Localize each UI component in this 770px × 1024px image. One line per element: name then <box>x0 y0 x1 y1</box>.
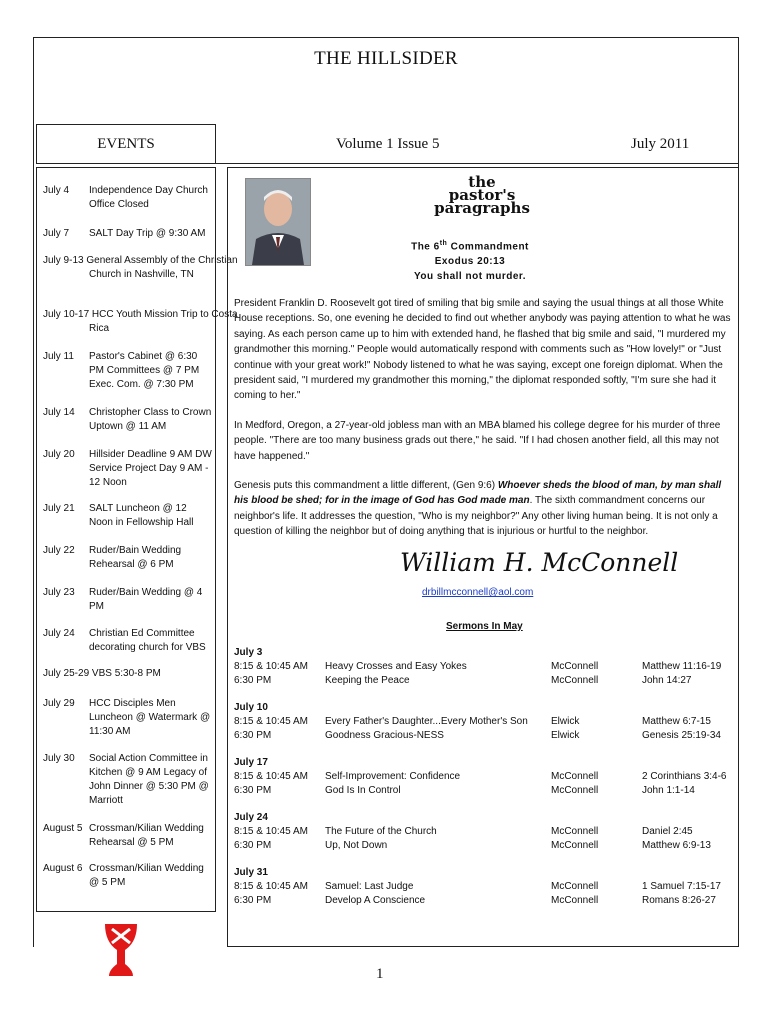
sermon-title: Samuel: Last Judge <box>325 881 414 892</box>
sermon-scripture: Matthew 6:9-13 <box>642 840 711 851</box>
event-description: July 9-13 General Assembly of the Christian Church in Nashville, TN <box>43 255 238 280</box>
event-description: Crossman/Kilian Wedding @ 5 PM <box>89 863 204 888</box>
sermon-preacher: McConnell <box>551 675 599 686</box>
pastor-email-link[interactable]: drbillmcconnell@aol.com <box>422 587 534 598</box>
sermon-date: July 17 <box>234 757 268 768</box>
sermon-title: Goodness Gracious-NESS <box>325 730 444 741</box>
sermon-title: Heavy Crosses and Easy Yokes <box>325 661 467 672</box>
event-description: Crossman/Kilian Wedding Rehearsal @ 5 PM <box>89 823 204 848</box>
sermon-preacher: McConnell <box>551 881 599 892</box>
sermon-preacher: McConnell <box>551 771 599 782</box>
event-description: Ruder/Bain Wedding Rehearsal @ 6 PM <box>89 545 182 570</box>
sermon-time: 8:15 & 10:45 AM <box>234 661 308 672</box>
event-date: July 23 <box>43 587 75 598</box>
event-date: July 29 <box>43 698 75 709</box>
sermon-date: July 24 <box>234 812 268 823</box>
event-date: July 14 <box>43 407 75 418</box>
sermon-preacher: McConnell <box>551 661 599 672</box>
article-paragraph: In Medford, Oregon, a 27-year-old jobless man with an MBA blamed his college degree for his murder of three people. "There are too many business grads out there," he said. "If I had chosen another field, all this may not have happened." <box>234 420 721 462</box>
scripture-reference: Exodus 20:13 <box>434 256 506 268</box>
event-date: July 11 <box>43 351 74 362</box>
event-description: Christopher Class to Crown Uptown @ 11 AM <box>89 407 212 432</box>
sermon-preacher: Elwick <box>551 716 580 727</box>
event-description: July 25-29 VBS 5:30-8 PM <box>43 668 161 679</box>
sermon-time: 6:30 PM <box>234 840 272 851</box>
event-date: July 7 <box>43 228 70 239</box>
sermon-title: Self-Improvement: Confidence <box>325 771 461 782</box>
event-description: Pastor's Cabinet @ 6:30 PM Committees @ 7 PM Exec. Com. @ 7:30 PM <box>89 351 200 390</box>
issue-date: July 2011 <box>631 136 690 152</box>
article-paragraph: Genesis puts this commandment a little different, (Gen 9:6) Whoever sheds the blood of man, by man shall his blood be shed; for in the image of God has God made man. The sixth commandment concerns our neighbor's life. It addresses the question, "Who is my neighbor?" Any other living human being. It is not only a question of killing the neighbor but of doing anything that is injurious or hurtful to the neighbor. <box>234 480 722 538</box>
event-description: Ruder/Bain Wedding @ 4 PM <box>89 587 203 612</box>
sermon-title: The Future of the Church <box>325 826 437 837</box>
sermon-preacher: McConnell <box>551 826 599 837</box>
event-description: Christian Ed Committee decorating church for VBS <box>89 628 206 653</box>
event-date: July 4 <box>43 185 70 196</box>
sermon-scripture: Romans 8:26-27 <box>642 895 716 906</box>
sermon-scripture: John 1:1-14 <box>642 785 695 796</box>
event-description: Independence Day Church Office Closed <box>89 185 208 210</box>
event-description: Hillsider Deadline 9 AM DW Service Project Day 9 AM - 12 Noon <box>89 449 212 488</box>
event-description: Social Action Committee in Kitchen @ 9 AM Legacy of John Dinner @ 5:30 PM @ Marriott <box>89 753 209 806</box>
header-divider <box>216 163 739 164</box>
sermon-time: 6:30 PM <box>234 675 272 686</box>
sermon-time: 6:30 PM <box>234 730 272 741</box>
sermon-title: God Is In Control <box>325 785 401 796</box>
newsletter-title: THE HILLSIDER <box>314 48 458 69</box>
event-date: July 21 <box>43 503 75 514</box>
sermon-time: 8:15 & 10:45 AM <box>234 826 308 837</box>
event-date: August 5 <box>43 823 83 834</box>
sermon-preacher: McConnell <box>551 840 599 851</box>
sermon-time: 6:30 PM <box>234 785 272 796</box>
sermon-title: Develop A Conscience <box>325 895 426 906</box>
event-date: August 6 <box>43 863 83 874</box>
sermons-heading: Sermons In May <box>446 621 523 632</box>
event-date: July 22 <box>43 545 75 556</box>
event-description: HCC Disciples Men Luncheon @ Watermark @ 11:30 AM <box>89 698 211 737</box>
event-description: SALT Luncheon @ 12 Noon in Fellowship Hall <box>89 503 194 528</box>
sermon-preacher: Elwick <box>551 730 580 741</box>
article-paragraph: President Franklin D. Roosevelt got tired of smiling that big smile and saying the usual things at all those White House receptions. So, one evening he decided to find out whether anybody was paying attention to what he was saying. As each person came up to him with extended hand, he flashed that big smile and said, "I murdered my grandmother this morning." People would automatically respond with comments such as "How lovely!" or "Just continue with your great work!" Nobody listened to what he was saying, except one foreign diplomat. When the president said, "I murdered my grandmother this morning," the diplomat responded softly, "I'm sure she had it coming to her." <box>234 298 731 402</box>
sermon-title: Keeping the Peace <box>325 675 410 686</box>
sermon-time: 8:15 & 10:45 AM <box>234 771 308 782</box>
event-description: SALT Day Trip @ 9:30 AM <box>89 228 206 239</box>
volume-issue: Volume 1 Issue 5 <box>336 136 440 152</box>
sermon-date: July 31 <box>234 867 268 878</box>
event-date: July 24 <box>43 628 75 639</box>
logo-line: pastor's <box>448 186 516 204</box>
events-title: EVENTS <box>97 136 155 152</box>
sermon-time: 6:30 PM <box>234 895 272 906</box>
sermon-date: July 10 <box>234 702 268 713</box>
sermon-scripture: Matthew 11:16-19 <box>642 661 722 672</box>
commandment-text: You shall not murder. <box>414 271 526 283</box>
sermon-scripture: Daniel 2:45 <box>642 826 693 837</box>
pastors-paragraphs-logo <box>430 173 534 217</box>
sermon-time: 8:15 & 10:45 AM <box>234 716 308 727</box>
sermon-preacher: McConnell <box>551 895 599 906</box>
sermon-scripture: Genesis 25:19-34 <box>642 730 721 741</box>
page-number: 1 <box>376 966 384 982</box>
sermon-scripture: 2 Corinthians 3:4-6 <box>642 771 727 782</box>
commandment-heading: The 6th Commandment Exodus 20:13 You shall not murder. <box>330 236 610 284</box>
sermon-scripture: John 14:27 <box>642 675 692 686</box>
sermon-title: Every Father's Daughter...Every Mother's Son <box>325 716 528 727</box>
logo-line: the <box>468 173 496 191</box>
logo-line: paragraphs <box>434 199 530 217</box>
sermon-scripture: 1 Samuel 7:15-17 <box>642 881 721 892</box>
event-date: July 20 <box>43 449 75 460</box>
sermon-date: July 3 <box>234 647 263 658</box>
pastor-photo <box>245 178 311 266</box>
sermon-title: Up, Not Down <box>325 840 388 851</box>
event-date: July 30 <box>43 753 75 764</box>
sermon-time: 8:15 & 10:45 AM <box>234 881 308 892</box>
sermon-preacher: McConnell <box>551 785 599 796</box>
event-description: July 10-17 HCC Youth Mission Trip to Costa Rica <box>43 309 238 334</box>
disciples-chalice-icon <box>103 920 139 978</box>
pastor-signature: William H. McConnell <box>400 548 679 577</box>
sermon-scripture: Matthew 6:7-15 <box>642 716 711 727</box>
